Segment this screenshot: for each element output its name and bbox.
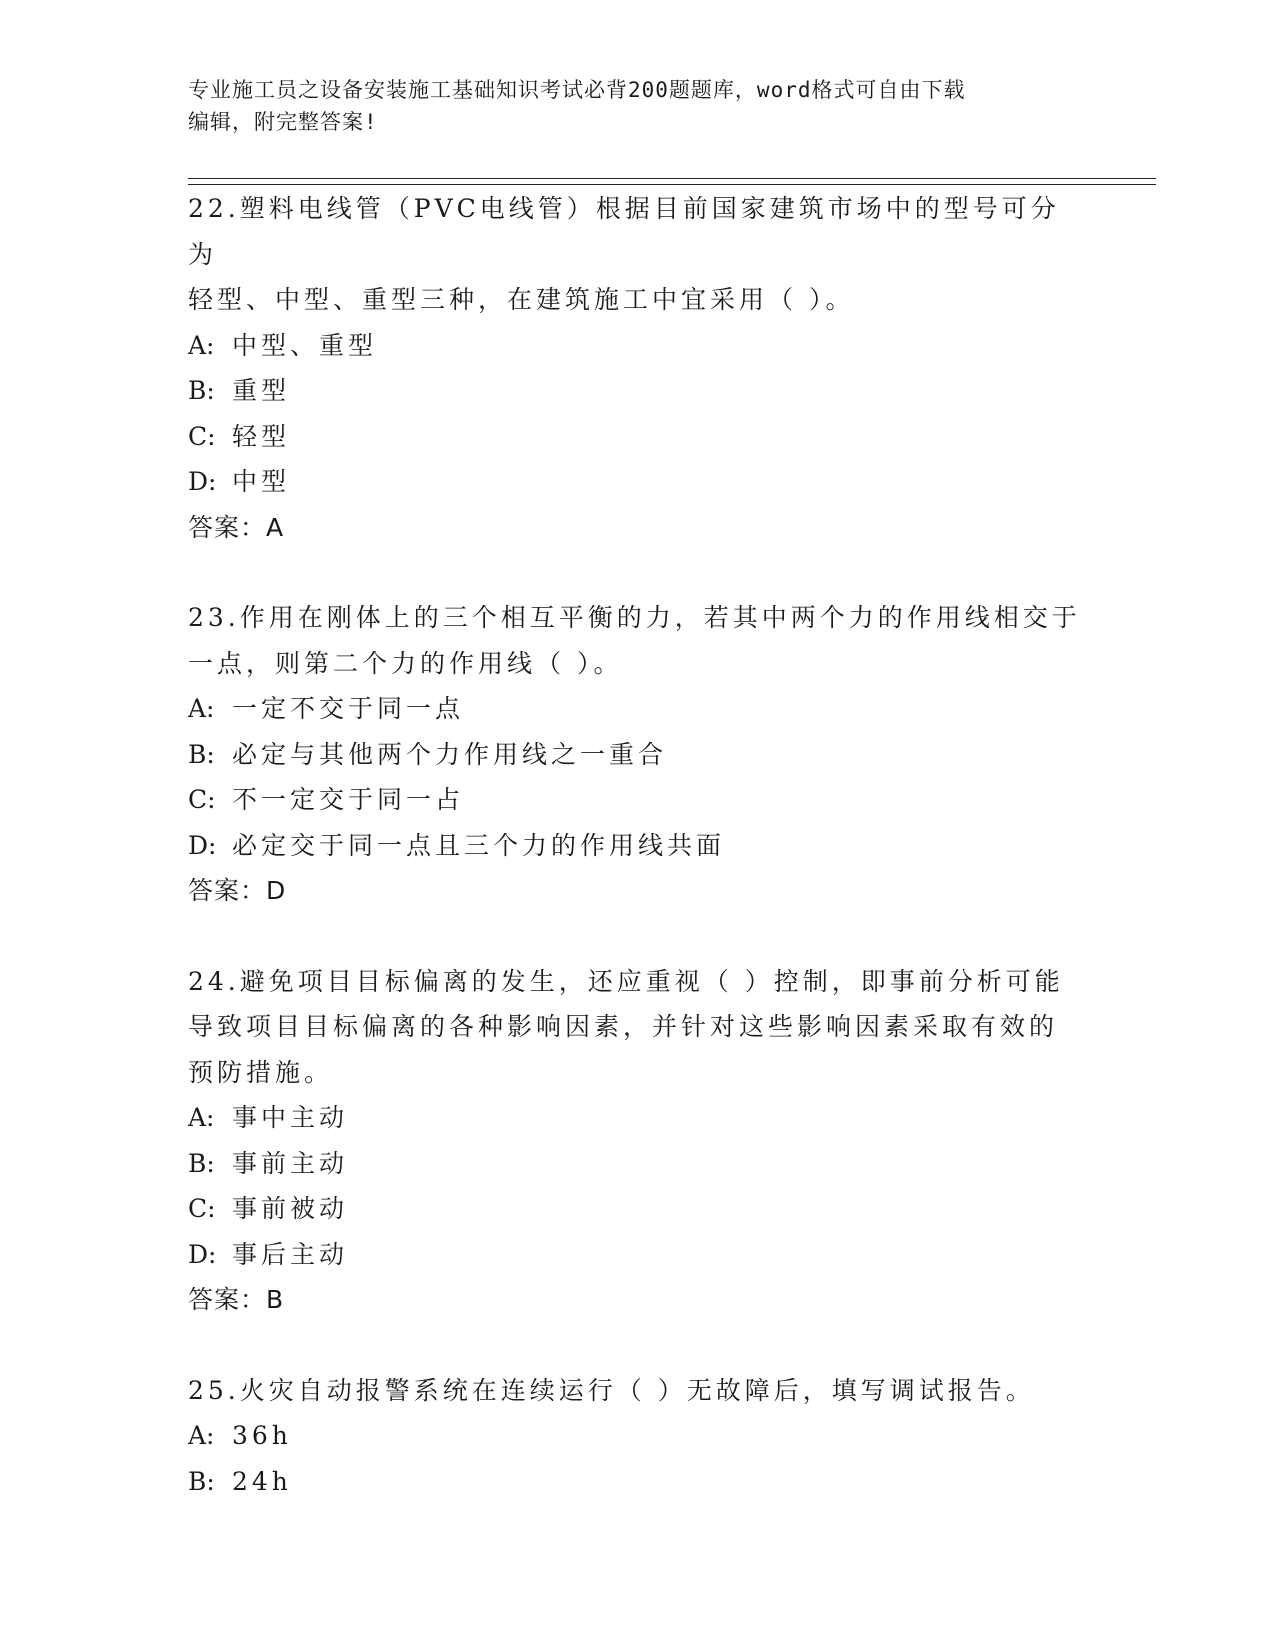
option-text: 24h xyxy=(232,1466,292,1496)
option-d xyxy=(188,823,1088,869)
answer-line: 答案：A xyxy=(188,512,285,542)
option-c xyxy=(188,777,1088,823)
option-text: 不一定交于同一占 xyxy=(232,785,465,814)
option-text: 事后主动 xyxy=(232,1239,349,1269)
option-text: 事中主动 xyxy=(232,1103,349,1132)
question-25 xyxy=(188,1368,1088,1505)
answer-line: 答案：B xyxy=(188,1285,285,1314)
header-title-line-1: 专业施工员之设备安装施工基础知识考试必背200题题库，word格式可自由下载 xyxy=(188,78,966,102)
option-key: A: xyxy=(188,694,215,723)
option-text: 中型、重型 xyxy=(232,330,378,360)
question-stem-line: 24.避免项目目标偏离的发生，还应重视（ ）控制，即事前分析可能 xyxy=(188,966,1064,996)
option-key: A: xyxy=(188,1421,215,1450)
option-b xyxy=(188,732,1088,778)
option-key: A: xyxy=(188,330,215,360)
question-spacer xyxy=(188,1323,1088,1368)
question-stem-line: 22.塑料电线管（PVC电线管）根据目前国家建筑市场中的型号可分为 xyxy=(188,194,1060,269)
option-text: 必定与其他两个力作用线之一重合 xyxy=(232,739,668,769)
question-stem-line: 一点，则第二个力的作用线（ ）。 xyxy=(188,648,623,678)
option-text: 36h xyxy=(232,1421,292,1450)
option-a xyxy=(188,686,1088,732)
answer-line: 答案：D xyxy=(188,876,287,905)
option-text: 中型 xyxy=(232,467,291,496)
option-key: B: xyxy=(188,1148,215,1178)
option-key: C: xyxy=(188,785,216,814)
question-stem-line: 预防措施。 xyxy=(188,1057,334,1087)
option-a xyxy=(188,1095,1088,1141)
option-key: B: xyxy=(188,376,215,405)
option-c xyxy=(188,1186,1088,1232)
option-key: D: xyxy=(188,467,217,496)
question-23 xyxy=(188,595,1088,914)
question-stem-line: 25.火灾自动报警系统在连续运行（ ）无故障后，填写调试报告。 xyxy=(188,1375,1035,1405)
option-key: C: xyxy=(188,1194,216,1223)
question-22 xyxy=(188,186,1088,550)
option-text: 事前主动 xyxy=(232,1148,349,1178)
option-d xyxy=(188,1232,1088,1278)
option-text: 轻型 xyxy=(232,421,291,451)
document-header xyxy=(188,74,1068,138)
option-key: C: xyxy=(188,421,216,451)
option-text: 必定交于同一点且三个力的作用线共面 xyxy=(232,830,726,860)
option-text: 一定不交于同一点 xyxy=(232,694,465,723)
option-key: D: xyxy=(188,1239,217,1269)
question-spacer xyxy=(188,914,1088,959)
option-c xyxy=(188,414,1088,460)
option-b xyxy=(188,1459,1088,1505)
question-stem-line: 轻型、中型、重型三种，在建筑施工中宜采用（ ）。 xyxy=(188,285,855,314)
option-text: 重型 xyxy=(232,376,291,405)
option-key: A: xyxy=(188,1103,215,1132)
header-title-line-2: 编辑，附完整答案! xyxy=(188,110,378,134)
option-b xyxy=(188,1141,1088,1187)
question-list xyxy=(188,186,1088,1504)
header-divider-bottom xyxy=(188,184,1156,185)
option-key: B: xyxy=(188,739,215,769)
option-d xyxy=(188,459,1088,505)
option-key: D: xyxy=(188,830,217,860)
question-stem-line: 23.作用在刚体上的三个相互平衡的力，若其中两个力的作用线相交于 xyxy=(188,603,1081,632)
header-divider-top xyxy=(188,178,1156,179)
option-key: B: xyxy=(188,1466,215,1496)
question-24 xyxy=(188,959,1088,1323)
option-a xyxy=(188,1413,1088,1459)
option-a xyxy=(188,323,1088,369)
question-spacer xyxy=(188,550,1088,595)
question-stem-line: 导致项目目标偏离的各种影响因素，并针对这些影响因素采取有效的 xyxy=(188,1012,1059,1041)
option-b xyxy=(188,368,1088,414)
option-text: 事前被动 xyxy=(232,1194,349,1223)
